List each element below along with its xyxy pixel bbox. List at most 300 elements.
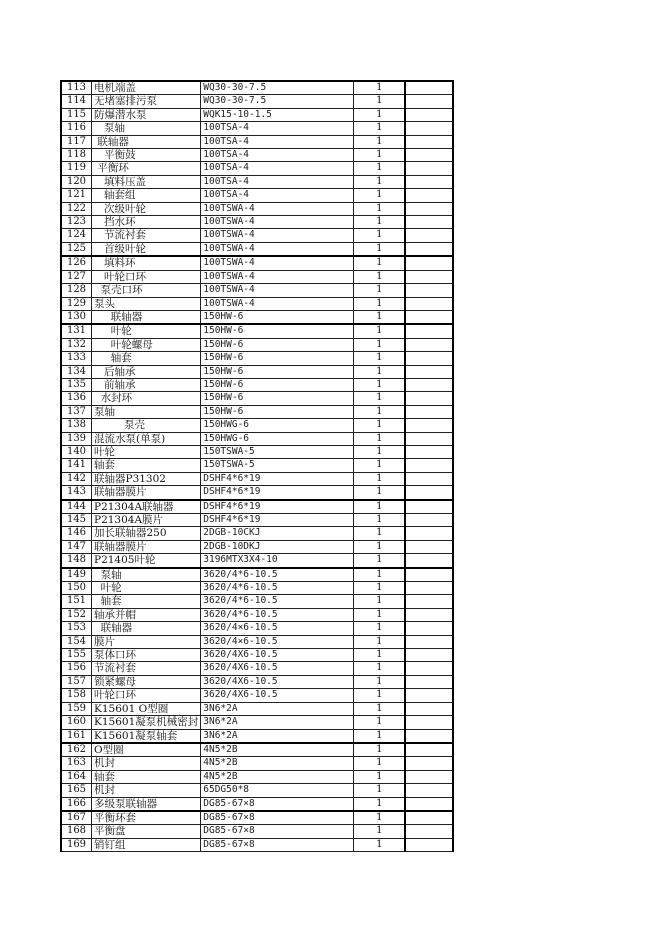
part-name-cell[interactable]: 前轴承 <box>92 378 201 391</box>
part-name-cell[interactable]: 轴承并帽 <box>92 608 201 621</box>
note-cell[interactable] <box>405 284 453 297</box>
row-number-cell[interactable]: 162 <box>61 743 92 757</box>
quantity-cell[interactable]: 1 <box>354 554 406 568</box>
model-cell[interactable]: 3620/4X6-10.5 <box>201 689 354 702</box>
model-cell[interactable]: 3620/4*6-10.5 <box>201 595 354 608</box>
table-row <box>61 378 453 391</box>
quantity-cell[interactable]: 1 <box>354 419 406 432</box>
part-name-cell[interactable]: 水封环 <box>92 392 201 405</box>
row-number-cell[interactable]: 144 <box>61 500 92 514</box>
row-number-cell[interactable]: 150 <box>61 582 92 595</box>
row-number-cell[interactable]: 119 <box>61 162 92 175</box>
row-number-cell[interactable]: 123 <box>61 216 92 229</box>
row-number-cell[interactable]: 114 <box>61 95 92 108</box>
part-name-cell[interactable]: O型圈 <box>92 743 201 757</box>
row-number-cell[interactable]: 135 <box>61 378 92 391</box>
note-cell[interactable] <box>405 770 453 783</box>
note-cell[interactable] <box>405 365 453 378</box>
model-cell[interactable]: 150TSWA-5 <box>201 459 354 472</box>
row-number-cell[interactable]: 115 <box>61 108 92 121</box>
note-cell[interactable] <box>405 635 453 648</box>
row-number-cell[interactable]: 146 <box>61 527 92 540</box>
note-cell[interactable] <box>405 838 453 851</box>
row-number-cell[interactable]: 126 <box>61 256 92 270</box>
quantity-cell[interactable]: 1 <box>354 162 406 175</box>
quantity-cell[interactable]: 1 <box>354 242 406 256</box>
part-name-cell[interactable]: 膜片 <box>92 635 201 648</box>
part-name-cell[interactable]: K15601凝泵轴套 <box>92 729 201 743</box>
row-number-cell[interactable]: 158 <box>61 689 92 702</box>
part-name-cell[interactable]: 泵头 <box>92 297 201 310</box>
note-cell[interactable] <box>405 675 453 688</box>
note-cell[interactable] <box>405 622 453 635</box>
note-cell[interactable] <box>405 514 453 527</box>
quantity-cell[interactable]: 1 <box>354 459 406 472</box>
model-cell[interactable]: DG85-67×8 <box>201 811 354 825</box>
note-cell[interactable] <box>405 500 453 514</box>
note-cell[interactable] <box>405 81 453 95</box>
note-cell[interactable] <box>405 568 453 582</box>
row-number-cell[interactable]: 151 <box>61 595 92 608</box>
row-number-cell[interactable]: 168 <box>61 825 92 838</box>
row-number-cell[interactable]: 133 <box>61 352 92 365</box>
note-cell[interactable] <box>405 310 453 324</box>
quantity-cell[interactable]: 1 <box>354 595 406 608</box>
model-cell[interactable]: 4N5*2B <box>201 770 354 783</box>
row-number-cell[interactable]: 153 <box>61 622 92 635</box>
model-cell[interactable]: 100TSWA-4 <box>201 256 354 270</box>
note-cell[interactable] <box>405 162 453 175</box>
quantity-cell[interactable]: 1 <box>354 149 406 162</box>
quantity-cell[interactable]: 1 <box>354 270 406 283</box>
part-name-cell[interactable]: 叶轮口环 <box>92 270 201 283</box>
row-number-cell[interactable]: 163 <box>61 757 92 770</box>
model-cell[interactable]: 3620/4X6-10.5 <box>201 662 354 675</box>
note-cell[interactable] <box>405 108 453 121</box>
model-cell[interactable]: 100TSWA-4 <box>201 297 354 310</box>
quantity-cell[interactable]: 1 <box>354 202 406 215</box>
model-cell[interactable]: DSHF4*6*19 <box>201 486 354 500</box>
part-name-cell[interactable]: 平衡环套 <box>92 811 201 825</box>
quantity-cell[interactable]: 1 <box>354 445 406 458</box>
part-name-cell[interactable]: 轴套 <box>92 595 201 608</box>
row-number-cell[interactable]: 154 <box>61 635 92 648</box>
quantity-cell[interactable]: 1 <box>354 338 406 351</box>
note-cell[interactable] <box>405 486 453 500</box>
model-cell[interactable]: DG85-67×8 <box>201 838 354 851</box>
model-cell[interactable]: 100TSWA-4 <box>201 284 354 297</box>
row-number-cell[interactable]: 125 <box>61 242 92 256</box>
model-cell[interactable]: 3620/4×6-10.5 <box>201 622 354 635</box>
part-name-cell[interactable]: 联轴器膜片 <box>92 540 201 553</box>
row-number-cell[interactable]: 156 <box>61 662 92 675</box>
row-number-cell[interactable]: 138 <box>61 419 92 432</box>
row-number-cell[interactable]: 165 <box>61 784 92 797</box>
row-number-cell[interactable]: 129 <box>61 297 92 310</box>
row-number-cell[interactable]: 157 <box>61 675 92 688</box>
row-number-cell[interactable]: 113 <box>61 81 92 95</box>
part-name-cell[interactable]: 联轴器 <box>92 622 201 635</box>
part-name-cell[interactable]: 加长联轴器250 <box>92 527 201 540</box>
row-number-cell[interactable]: 137 <box>61 405 92 418</box>
part-name-cell[interactable]: 联轴器膜片 <box>92 486 201 500</box>
note-cell[interactable] <box>405 229 453 242</box>
part-name-cell[interactable]: 平衡鼓 <box>92 149 201 162</box>
model-cell[interactable]: 150HWG-6 <box>201 419 354 432</box>
quantity-cell[interactable]: 1 <box>354 608 406 621</box>
part-name-cell[interactable]: 泵轴 <box>92 122 201 135</box>
part-name-cell[interactable]: 电机端盖 <box>92 81 201 95</box>
row-number-cell[interactable]: 116 <box>61 122 92 135</box>
quantity-cell[interactable]: 1 <box>354 324 406 338</box>
part-name-cell[interactable]: 叶轮螺母 <box>92 338 201 351</box>
table-row <box>61 202 453 215</box>
row-number-cell[interactable]: 141 <box>61 459 92 472</box>
quantity-cell[interactable]: 1 <box>354 405 406 418</box>
part-name-cell[interactable]: 泵轴 <box>92 405 201 418</box>
table-row <box>61 635 453 648</box>
quantity-cell[interactable]: 1 <box>354 297 406 310</box>
quantity-cell[interactable]: 1 <box>354 432 406 445</box>
part-name-cell[interactable]: 次级叶轮 <box>92 202 201 215</box>
part-name-cell[interactable]: 填料环 <box>92 256 201 270</box>
part-name-cell[interactable]: 叶轮 <box>92 445 201 458</box>
quantity-cell[interactable]: 1 <box>354 635 406 648</box>
row-number-cell[interactable]: 117 <box>61 135 92 148</box>
quantity-cell[interactable]: 1 <box>354 472 406 485</box>
part-name-cell[interactable]: 首级叶轮 <box>92 242 201 256</box>
table-row <box>61 500 453 514</box>
table-row <box>61 338 453 351</box>
model-cell[interactable]: DSHF4*6*19 <box>201 500 354 514</box>
part-name-cell[interactable]: 节流衬套 <box>92 229 201 242</box>
part-name-cell[interactable]: 多级泵联轴器 <box>92 797 201 811</box>
note-cell[interactable] <box>405 729 453 743</box>
part-name-cell[interactable]: 泵体口环 <box>92 649 201 662</box>
note-cell[interactable] <box>405 716 453 729</box>
model-cell[interactable]: 150HWG-6 <box>201 432 354 445</box>
row-number-cell[interactable]: 143 <box>61 486 92 500</box>
quantity-cell[interactable]: 1 <box>354 352 406 365</box>
row-number-cell[interactable]: 130 <box>61 310 92 324</box>
note-cell[interactable] <box>405 432 453 445</box>
part-name-cell[interactable]: 无堵塞排污泵 <box>92 95 201 108</box>
part-name-cell[interactable]: 泵壳 <box>92 419 201 432</box>
note-cell[interactable] <box>405 554 453 568</box>
quantity-cell[interactable]: 1 <box>354 284 406 297</box>
model-cell[interactable]: 4N5*2B <box>201 757 354 770</box>
model-cell[interactable]: 100TSA-4 <box>201 135 354 148</box>
model-cell[interactable]: 3N6*2A <box>201 729 354 743</box>
model-cell[interactable]: 3N6*2A <box>201 716 354 729</box>
model-cell[interactable]: 150HW-6 <box>201 392 354 405</box>
part-name-cell[interactable]: 平衡盘 <box>92 825 201 838</box>
row-number-cell[interactable]: 140 <box>61 445 92 458</box>
note-cell[interactable] <box>405 540 453 553</box>
model-cell[interactable]: 3620/4×6-10.5 <box>201 635 354 648</box>
note-cell[interactable] <box>405 149 453 162</box>
part-name-cell[interactable]: 叶轮 <box>92 324 201 338</box>
note-cell[interactable] <box>405 445 453 458</box>
row-number-cell[interactable]: 166 <box>61 797 92 811</box>
row-number-cell[interactable]: 161 <box>61 729 92 743</box>
note-cell[interactable] <box>405 689 453 702</box>
table-row <box>61 825 453 838</box>
note-cell[interactable] <box>405 595 453 608</box>
part-name-cell[interactable]: 节流衬套 <box>92 662 201 675</box>
model-cell[interactable]: 2DGB-10DKJ <box>201 540 354 553</box>
row-number-cell[interactable]: 147 <box>61 540 92 553</box>
part-name-cell[interactable]: 轴套 <box>92 459 201 472</box>
quantity-cell[interactable]: 1 <box>354 256 406 270</box>
part-name-cell[interactable]: 机封 <box>92 757 201 770</box>
note-cell[interactable] <box>405 324 453 338</box>
model-cell[interactable]: WQ30-30-7.5 <box>201 95 354 108</box>
model-cell[interactable]: 150HW-6 <box>201 405 354 418</box>
part-name-cell[interactable]: 轴套组 <box>92 189 201 202</box>
row-number-cell[interactable]: 155 <box>61 649 92 662</box>
model-cell[interactable]: DG85-67×8 <box>201 825 354 838</box>
model-cell[interactable]: 100TSA-4 <box>201 175 354 188</box>
model-cell[interactable]: 150HW-6 <box>201 352 354 365</box>
quantity-cell[interactable]: 1 <box>354 527 406 540</box>
quantity-cell[interactable]: 1 <box>354 743 406 757</box>
quantity-cell[interactable]: 1 <box>354 729 406 743</box>
note-cell[interactable] <box>405 95 453 108</box>
note-cell[interactable] <box>405 135 453 148</box>
part-name-cell[interactable]: 销钉组 <box>92 838 201 851</box>
quantity-cell[interactable]: 1 <box>354 702 406 715</box>
model-cell[interactable]: WQ30-30-7.5 <box>201 81 354 95</box>
model-cell[interactable]: 4N5*2B <box>201 743 354 757</box>
row-number-cell[interactable]: 142 <box>61 472 92 485</box>
quantity-cell[interactable]: 1 <box>354 175 406 188</box>
quantity-cell[interactable]: 1 <box>354 649 406 662</box>
model-cell[interactable]: 3620/4*6-10.5 <box>201 582 354 595</box>
model-cell[interactable]: 150HW-6 <box>201 365 354 378</box>
part-name-cell[interactable]: 泵轴 <box>92 568 201 582</box>
quantity-cell[interactable]: 1 <box>354 838 406 851</box>
note-cell[interactable] <box>405 811 453 825</box>
quantity-cell[interactable]: 1 <box>354 122 406 135</box>
model-cell[interactable]: 150HW-6 <box>201 338 354 351</box>
model-cell[interactable]: 3196MTX3X4-10 <box>201 554 354 568</box>
quantity-cell[interactable]: 1 <box>354 622 406 635</box>
part-name-cell[interactable]: 联轴器P31302 <box>92 472 201 485</box>
part-name-cell[interactable]: K15601 O型圈 <box>92 702 201 715</box>
table-row <box>61 514 453 527</box>
model-cell[interactable]: 100TSA-4 <box>201 122 354 135</box>
row-number-cell[interactable]: 149 <box>61 568 92 582</box>
quantity-cell[interactable]: 1 <box>354 716 406 729</box>
quantity-cell[interactable]: 1 <box>354 95 406 108</box>
table-row <box>61 472 453 485</box>
model-cell[interactable]: 100TSWA-4 <box>201 242 354 256</box>
quantity-cell[interactable]: 1 <box>354 675 406 688</box>
note-cell[interactable] <box>405 242 453 256</box>
row-number-cell[interactable]: 160 <box>61 716 92 729</box>
row-number-cell[interactable]: 164 <box>61 770 92 783</box>
quantity-cell[interactable]: 1 <box>354 811 406 825</box>
quantity-cell[interactable]: 1 <box>354 378 406 391</box>
part-name-cell[interactable]: 泵壳口环 <box>92 284 201 297</box>
note-cell[interactable] <box>405 216 453 229</box>
model-cell[interactable]: DG85-67×8 <box>201 797 354 811</box>
table-row <box>61 108 453 121</box>
quantity-cell[interactable]: 1 <box>354 662 406 675</box>
row-number-cell[interactable]: 136 <box>61 392 92 405</box>
row-number-cell[interactable]: 127 <box>61 270 92 283</box>
model-cell[interactable]: 150HW-6 <box>201 310 354 324</box>
part-name-cell[interactable]: P21304A联轴器 <box>92 500 201 514</box>
note-cell[interactable] <box>405 175 453 188</box>
row-number-cell[interactable]: 128 <box>61 284 92 297</box>
part-name-cell[interactable]: 轴套 <box>92 352 201 365</box>
note-cell[interactable] <box>405 743 453 757</box>
row-number-cell[interactable]: 122 <box>61 202 92 215</box>
model-cell[interactable]: 65DG50*8 <box>201 784 354 797</box>
quantity-cell[interactable]: 1 <box>354 108 406 121</box>
note-cell[interactable] <box>405 256 453 270</box>
row-number-cell[interactable]: 121 <box>61 189 92 202</box>
model-cell[interactable]: 3620/4X6-10.5 <box>201 675 354 688</box>
quantity-cell[interactable]: 1 <box>354 81 406 95</box>
model-cell[interactable]: 100TSA-4 <box>201 149 354 162</box>
quantity-cell[interactable]: 1 <box>354 582 406 595</box>
part-name-cell[interactable]: 叶轮口环 <box>92 689 201 702</box>
quantity-cell[interactable]: 1 <box>354 500 406 514</box>
model-cell[interactable]: 100TSWA-4 <box>201 202 354 215</box>
table-row <box>61 811 453 825</box>
model-cell[interactable]: DSHF4*6*19 <box>201 514 354 527</box>
model-cell[interactable]: 3620/4X6-10.5 <box>201 649 354 662</box>
row-number-cell[interactable]: 167 <box>61 811 92 825</box>
part-name-cell[interactable]: P21405叶轮 <box>92 554 201 568</box>
quantity-cell[interactable]: 1 <box>354 189 406 202</box>
note-cell[interactable] <box>405 338 453 351</box>
part-name-cell[interactable]: 锁紧螺母 <box>92 675 201 688</box>
note-cell[interactable] <box>405 757 453 770</box>
part-name-cell[interactable]: P21304A膜片 <box>92 514 201 527</box>
quantity-cell[interactable]: 1 <box>354 392 406 405</box>
note-cell[interactable] <box>405 662 453 675</box>
note-cell[interactable] <box>405 472 453 485</box>
table-row <box>61 419 453 432</box>
note-cell[interactable] <box>405 608 453 621</box>
note-cell[interactable] <box>405 297 453 310</box>
row-number-cell[interactable]: 148 <box>61 554 92 568</box>
part-name-cell[interactable]: 联轴器 <box>92 310 201 324</box>
note-cell[interactable] <box>405 352 453 365</box>
table-row <box>61 162 453 175</box>
note-cell[interactable] <box>405 527 453 540</box>
note-cell[interactable] <box>405 405 453 418</box>
row-number-cell[interactable]: 118 <box>61 149 92 162</box>
note-cell[interactable] <box>405 649 453 662</box>
quantity-cell[interactable]: 1 <box>354 757 406 770</box>
note-cell[interactable] <box>405 122 453 135</box>
model-cell[interactable]: DSHF4*6*19 <box>201 472 354 485</box>
model-cell[interactable]: 150TSWA-5 <box>201 445 354 458</box>
part-name-cell[interactable]: 填料压盖 <box>92 175 201 188</box>
model-cell[interactable]: 100TSA-4 <box>201 189 354 202</box>
part-name-cell[interactable]: 挡水环 <box>92 216 201 229</box>
part-name-cell[interactable]: 混流水泵(单泵) <box>92 432 201 445</box>
quantity-cell[interactable]: 1 <box>354 365 406 378</box>
model-cell[interactable]: 100TSWA-4 <box>201 229 354 242</box>
quantity-cell[interactable]: 1 <box>354 770 406 783</box>
model-cell[interactable]: 150HW-6 <box>201 324 354 338</box>
note-cell[interactable] <box>405 784 453 797</box>
row-number-cell[interactable]: 139 <box>61 432 92 445</box>
row-number-cell[interactable]: 120 <box>61 175 92 188</box>
part-name-cell[interactable]: 后轴承 <box>92 365 201 378</box>
note-cell[interactable] <box>405 378 453 391</box>
row-number-cell[interactable]: 152 <box>61 608 92 621</box>
table-row <box>61 122 453 135</box>
quantity-cell[interactable]: 1 <box>354 568 406 582</box>
quantity-cell[interactable]: 1 <box>354 310 406 324</box>
row-number-cell[interactable]: 159 <box>61 702 92 715</box>
part-name-cell[interactable]: 防爆潜水泵 <box>92 108 201 121</box>
note-cell[interactable] <box>405 825 453 838</box>
model-cell[interactable]: 150HW-6 <box>201 378 354 391</box>
quantity-cell[interactable]: 1 <box>354 825 406 838</box>
quantity-cell[interactable]: 1 <box>354 514 406 527</box>
note-cell[interactable] <box>405 459 453 472</box>
part-name-cell[interactable]: 联轴器 <box>92 135 201 148</box>
note-cell[interactable] <box>405 392 453 405</box>
model-cell[interactable]: 3N6*2A <box>201 702 354 715</box>
part-name-cell[interactable]: 轴套 <box>92 770 201 783</box>
quantity-cell[interactable]: 1 <box>354 229 406 242</box>
model-cell[interactable]: 100TSA-4 <box>201 162 354 175</box>
quantity-cell[interactable]: 1 <box>354 486 406 500</box>
note-cell[interactable] <box>405 419 453 432</box>
model-cell[interactable]: 100TSWA-4 <box>201 216 354 229</box>
note-cell[interactable] <box>405 702 453 715</box>
model-cell[interactable]: 100TSWA-4 <box>201 270 354 283</box>
quantity-cell[interactable]: 1 <box>354 216 406 229</box>
part-name-cell[interactable]: K15601凝泵机械密封 <box>92 716 201 729</box>
quantity-cell[interactable]: 1 <box>354 540 406 553</box>
note-cell[interactable] <box>405 189 453 202</box>
note-cell[interactable] <box>405 270 453 283</box>
quantity-cell[interactable]: 1 <box>354 135 406 148</box>
table-row <box>61 770 453 783</box>
row-number-cell[interactable]: 134 <box>61 365 92 378</box>
row-number-cell[interactable]: 124 <box>61 229 92 242</box>
note-cell[interactable] <box>405 797 453 811</box>
row-number-cell[interactable]: 145 <box>61 514 92 527</box>
quantity-cell[interactable]: 1 <box>354 689 406 702</box>
row-number-cell[interactable]: 132 <box>61 338 92 351</box>
part-name-cell[interactable]: 平衡环 <box>92 162 201 175</box>
quantity-cell[interactable]: 1 <box>354 797 406 811</box>
model-cell[interactable]: WQK15-10-1.5 <box>201 108 354 121</box>
note-cell[interactable] <box>405 202 453 215</box>
row-number-cell[interactable]: 169 <box>61 838 92 851</box>
model-cell[interactable]: 3620/4*6-10.5 <box>201 608 354 621</box>
note-cell[interactable] <box>405 582 453 595</box>
model-cell[interactable]: 2DGB-10CKJ <box>201 527 354 540</box>
model-cell[interactable]: 3620/4*6-10.5 <box>201 568 354 582</box>
row-number-cell[interactable]: 131 <box>61 324 92 338</box>
table-row <box>61 675 453 688</box>
part-name-cell[interactable]: 叶轮 <box>92 582 201 595</box>
part-name-cell[interactable]: 机封 <box>92 784 201 797</box>
quantity-cell[interactable]: 1 <box>354 784 406 797</box>
